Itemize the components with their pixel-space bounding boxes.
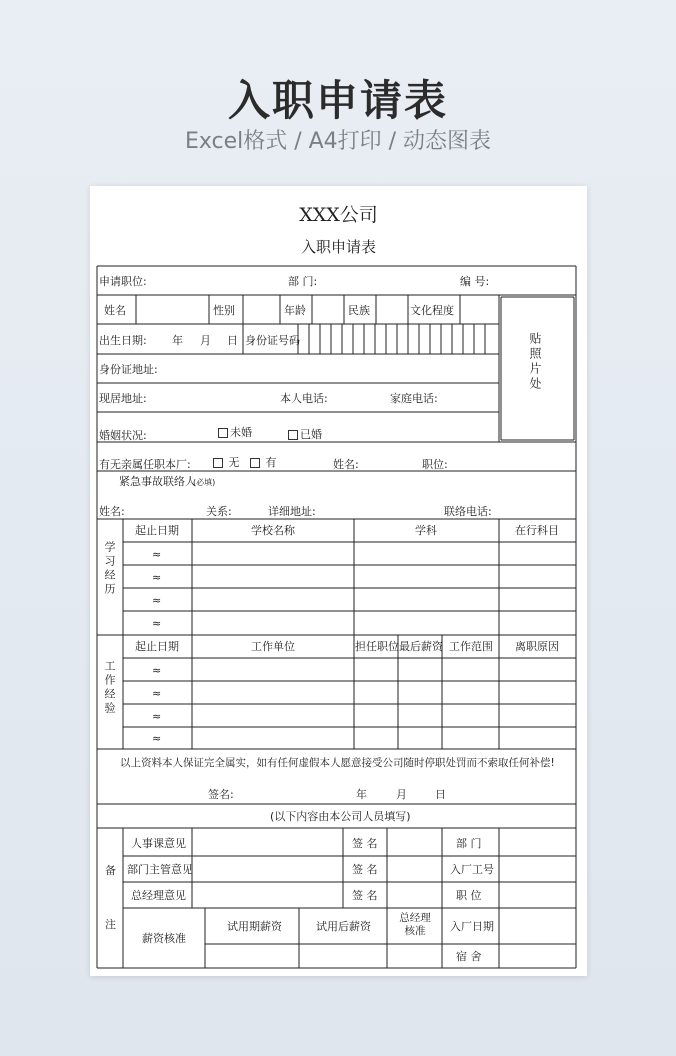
label-required: (必填) [193,478,216,487]
work-col-reason: 离职原因 [515,640,559,653]
option-has[interactable] [250,456,277,469]
work-col-position: 担任职位 [355,640,399,653]
label-hr-opinion: 人事课意见 [131,837,186,850]
label-entry-date: 入厂日期 [450,920,494,933]
study-col-subject: 学科 [415,524,437,537]
label-after-probation-salary: 试用后薪资 [316,920,371,933]
label-relation: 关系: [206,505,232,518]
work-row-2: ≈ [152,687,162,700]
label-education: 文化程度 [410,304,454,317]
label-sign-day: 日 [435,788,446,801]
label-sign-2: 签 名 [352,863,378,876]
label-sign-year: 年 [356,788,367,801]
checkbox-icon [250,458,260,468]
label-emergency-name: 姓名: [99,505,125,518]
section-work: 工作经验 [103,660,116,716]
work-col-date: 起止日期 [135,640,179,653]
hero-title: 入职申请表 [227,76,448,125]
internal-note: (以下内容由本公司人员填写) [270,810,411,823]
label-sign-1: 签 名 [352,837,378,850]
option-has-label: 有 [265,456,277,469]
label-marital: 婚姻状况: [99,429,147,442]
remarks-side-top: 备 [105,864,116,877]
work-row-3: ≈ [152,710,162,723]
label-gm-approval: 总经理核准 [399,912,431,937]
label-gender: 性别 [213,304,235,317]
label-home-phone: 家庭电话: [390,392,438,405]
form-grid-lines [90,186,587,976]
work-row-4: ≈ [152,732,162,745]
form-sheet [90,186,587,976]
label-dept-manager-opinion: 部门主管意见 [127,863,193,876]
label-birth-day: 日 [227,334,238,347]
hero-subtitle: Excel格式 / A4打印 / 动态图表 [184,129,492,154]
label-id-address: 身份证地址: [99,363,158,376]
option-married-label: 已婚 [300,428,322,441]
label-probation-salary: 试用期薪资 [227,920,282,933]
label-birth-month: 月 [200,334,211,347]
label-gm-opinion: 总经理意见 [131,889,186,902]
option-married[interactable] [288,428,322,441]
study-row-1: ≈ [152,548,162,561]
option-unmarried[interactable] [218,426,252,439]
work-col-employer: 工作单位 [251,640,295,653]
option-none-label: 无 [228,456,240,469]
study-col-school: 学校名称 [251,524,295,537]
label-contact-phone: 联络电话: [444,505,492,518]
work-col-scope: 工作范围 [449,640,493,653]
label-sign-month: 月 [396,788,407,801]
label-age: 年龄 [284,304,306,317]
label-apply-position: 申请职位: [99,275,147,288]
label-birth-year: 年 [172,334,183,347]
label-dormitory: 宿 舍 [456,950,482,963]
label-factory-id: 入厂工号 [450,863,494,876]
label-remarks-dept: 部 门 [456,837,482,850]
label-own-phone: 本人电话: [280,392,328,405]
section-study: 学习经历 [103,541,116,597]
option-none[interactable] [213,456,240,469]
label-remarks-post: 职 位 [456,889,482,902]
label-emergency-contact: 紧急事故联络人 [119,475,196,488]
checkbox-icon [288,430,298,440]
declaration-text: 以上资料本人保证完全属实，如有任何虚假本人愿意接受公司随时停职处罚而不索取任何补偿! [120,757,555,769]
work-col-salary: 最后薪资 [399,640,443,653]
label-signature: 签名: [208,788,234,801]
study-row-3: ≈ [152,594,162,607]
label-ethnicity: 民族 [348,304,370,317]
company-name: XXX公司 [299,204,378,226]
study-row-2: ≈ [152,571,162,584]
checkbox-icon [213,458,223,468]
label-detail-address: 详细地址: [268,505,316,518]
label-relative-name: 姓名: [333,458,359,471]
label-number: 编 号: [460,275,490,288]
label-id-number: 身份证号码 [245,334,300,347]
photo-placeholder: 贴照片处 [528,332,542,392]
label-relative-position: 职位: [422,458,448,471]
work-row-1: ≈ [152,664,162,677]
label-sign-3: 签 名 [352,889,378,902]
label-birth: 出生日期: [99,334,147,347]
study-col-current: 在行科目 [515,524,559,537]
form-title: 入职申请表 [300,238,376,256]
label-salary-approval: 薪资核准 [142,932,186,945]
label-relatives: 有无亲属任职本厂: [99,458,191,471]
checkbox-icon [218,428,228,438]
study-row-4: ≈ [152,617,162,630]
label-home-address: 现居地址: [99,392,147,405]
study-col-date: 起止日期 [135,524,179,537]
label-name: 姓名 [104,304,126,317]
remarks-side-bottom: 注 [105,918,116,931]
label-department: 部 门: [288,275,318,288]
option-unmarried-label: 未婚 [230,426,252,439]
